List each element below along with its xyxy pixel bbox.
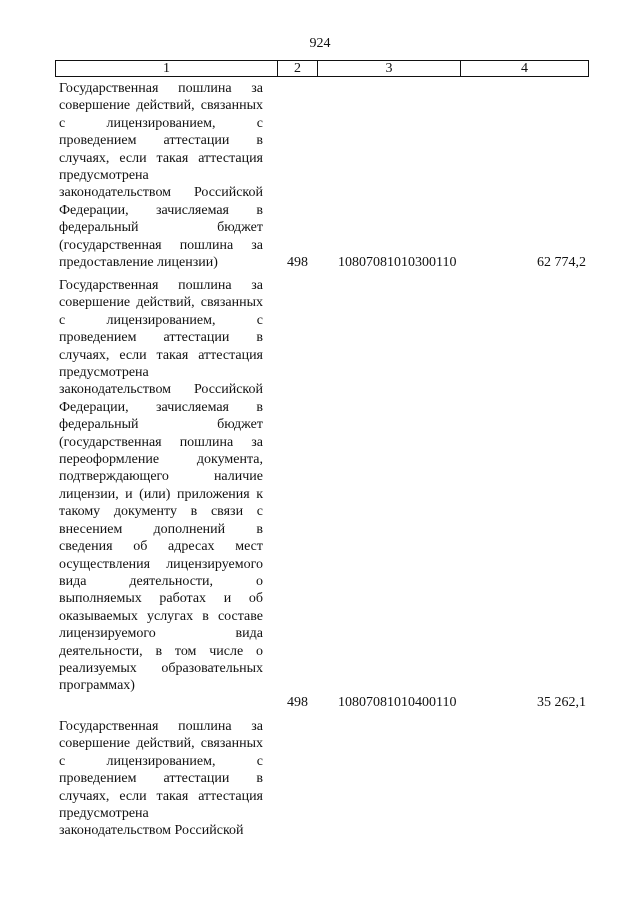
page-number: 924	[309, 36, 331, 51]
column-header-2: 2	[278, 61, 318, 76]
column-header-1: 1	[56, 61, 278, 76]
row-amount: 35 262,1	[537, 695, 586, 710]
column-header-3: 3	[318, 61, 461, 76]
row-admin-code: 498	[287, 695, 308, 710]
row-description: Государственная пошлина за совершение действий, связанных с лицензированием, с проведением аттестации в случаях, если такая аттестация предусмотрена законодательством Российской Федерации, зачисляемая в федеральный бюджет (государственная пошлина за предоставление лицензии)	[59, 81, 263, 271]
row-description: Государственная пошлина за совершение действий, связанных с лицензированием, с проведением аттестации в случаях, если такая аттестация предусмотрена законодательством Российской	[59, 719, 263, 839]
table-header-row	[55, 60, 589, 77]
row-amount: 62 774,2	[537, 255, 586, 270]
column-header-4: 4	[521, 60, 528, 76]
row-description: Государственная пошлина за совершение действий, связанных с лицензированием, с проведением аттестации в случаях, если такая аттестация предусмотрена законодательством Российской Федерации, зачисляемая в федеральный бюджет (государственная пошлина за переоформление документа, подтверждающего наличие лицензии, и (или) приложения к такому документу в связи с внесением дополнений в сведения об адресах мест осуществления лицензируемого вида деятельности, о выполняемых работах и об оказываемых услугах в составе лицензируемого вида деятельности, в том числе о реализуемых образовательных программах)	[59, 278, 263, 694]
row-kbk-code: 10807081010400110	[338, 695, 457, 710]
row-admin-code: 498	[287, 255, 308, 270]
row-kbk-code: 10807081010300110	[338, 255, 457, 270]
